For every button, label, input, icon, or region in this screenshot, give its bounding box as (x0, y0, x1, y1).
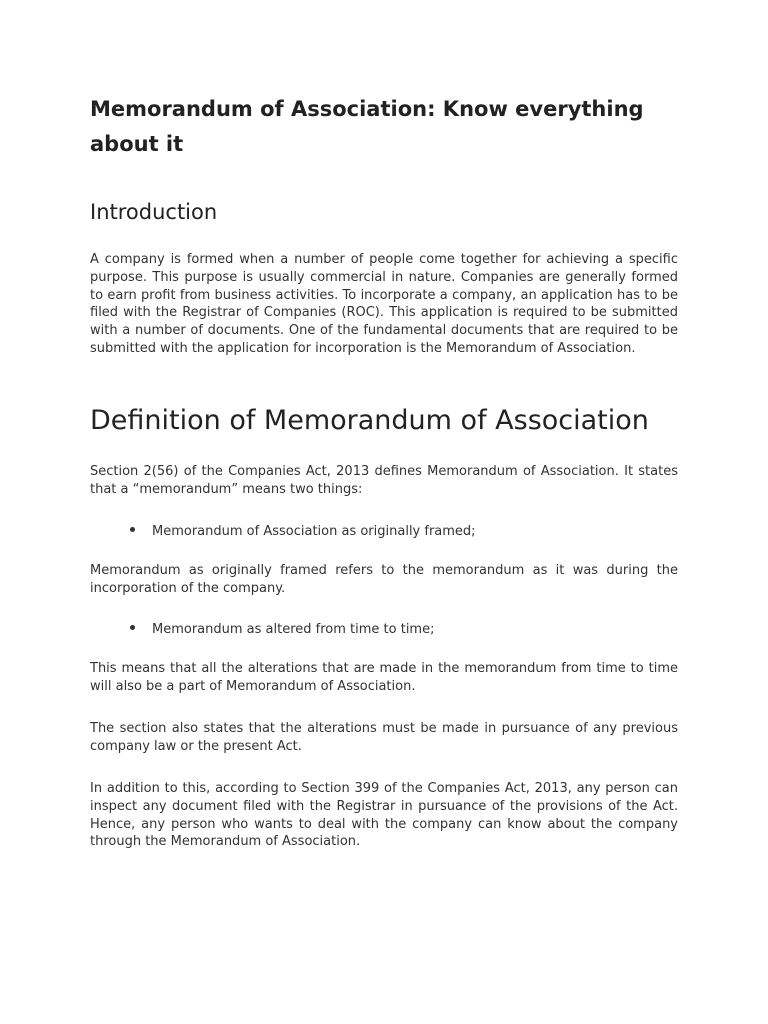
section-399-paragraph: In addition to this, according to Section 399 of the Companies Act, 2013, any person can inspect any document filed with the Registrar in pursuance of the provisions of the Act. Hence, any person who wants to deal with the company can know about the company through the Memorandum of Association. (90, 781, 678, 850)
bullet-text: Memorandum of Association as originally framed; (152, 524, 476, 539)
section-statement-paragraph: The section also states that the alterations must be made in pursuance of any previous company law or the present Act. (90, 721, 678, 754)
definition-intro-paragraph: Section 2(56) of the Companies Act, 2013 defines Memorandum of Association. It states that a “memorandum” means two things: (90, 464, 678, 497)
originally-framed-paragraph: Memorandum as originally framed refers to the memorandum as it was during the incorporation of the company. (90, 563, 678, 596)
introduction-paragraph: A company is formed when a number of people come together for achieving a specific purpose. This purpose is usually commercial in nature. Companies are generally formed to earn profit from business activities. To incorporate a company, an application has to be filed with the Registrar of Companies (ROC). This application is required to be submitted with a number of documents. One of the fundamental documents that are required to be submitted with the application for incorporation is the Memorandum of Association. (90, 252, 678, 356)
bullet-text: Memorandum as altered from time to time; (152, 622, 435, 637)
document-title: Memorandum of Association: Know everything about it (90, 97, 644, 156)
definition-heading: Definition of Memorandum of Association (90, 405, 649, 436)
bullet-item-altered (130, 621, 434, 639)
introduction-heading: Introduction (90, 200, 218, 224)
bullet-item-originally-framed (130, 523, 476, 541)
bullet-icon (130, 625, 135, 630)
bullet-icon (130, 527, 135, 532)
alterations-paragraph: This means that all the alterations that are made in the memorandum from time to time will also be a part of Memorandum of Association. (90, 661, 678, 694)
